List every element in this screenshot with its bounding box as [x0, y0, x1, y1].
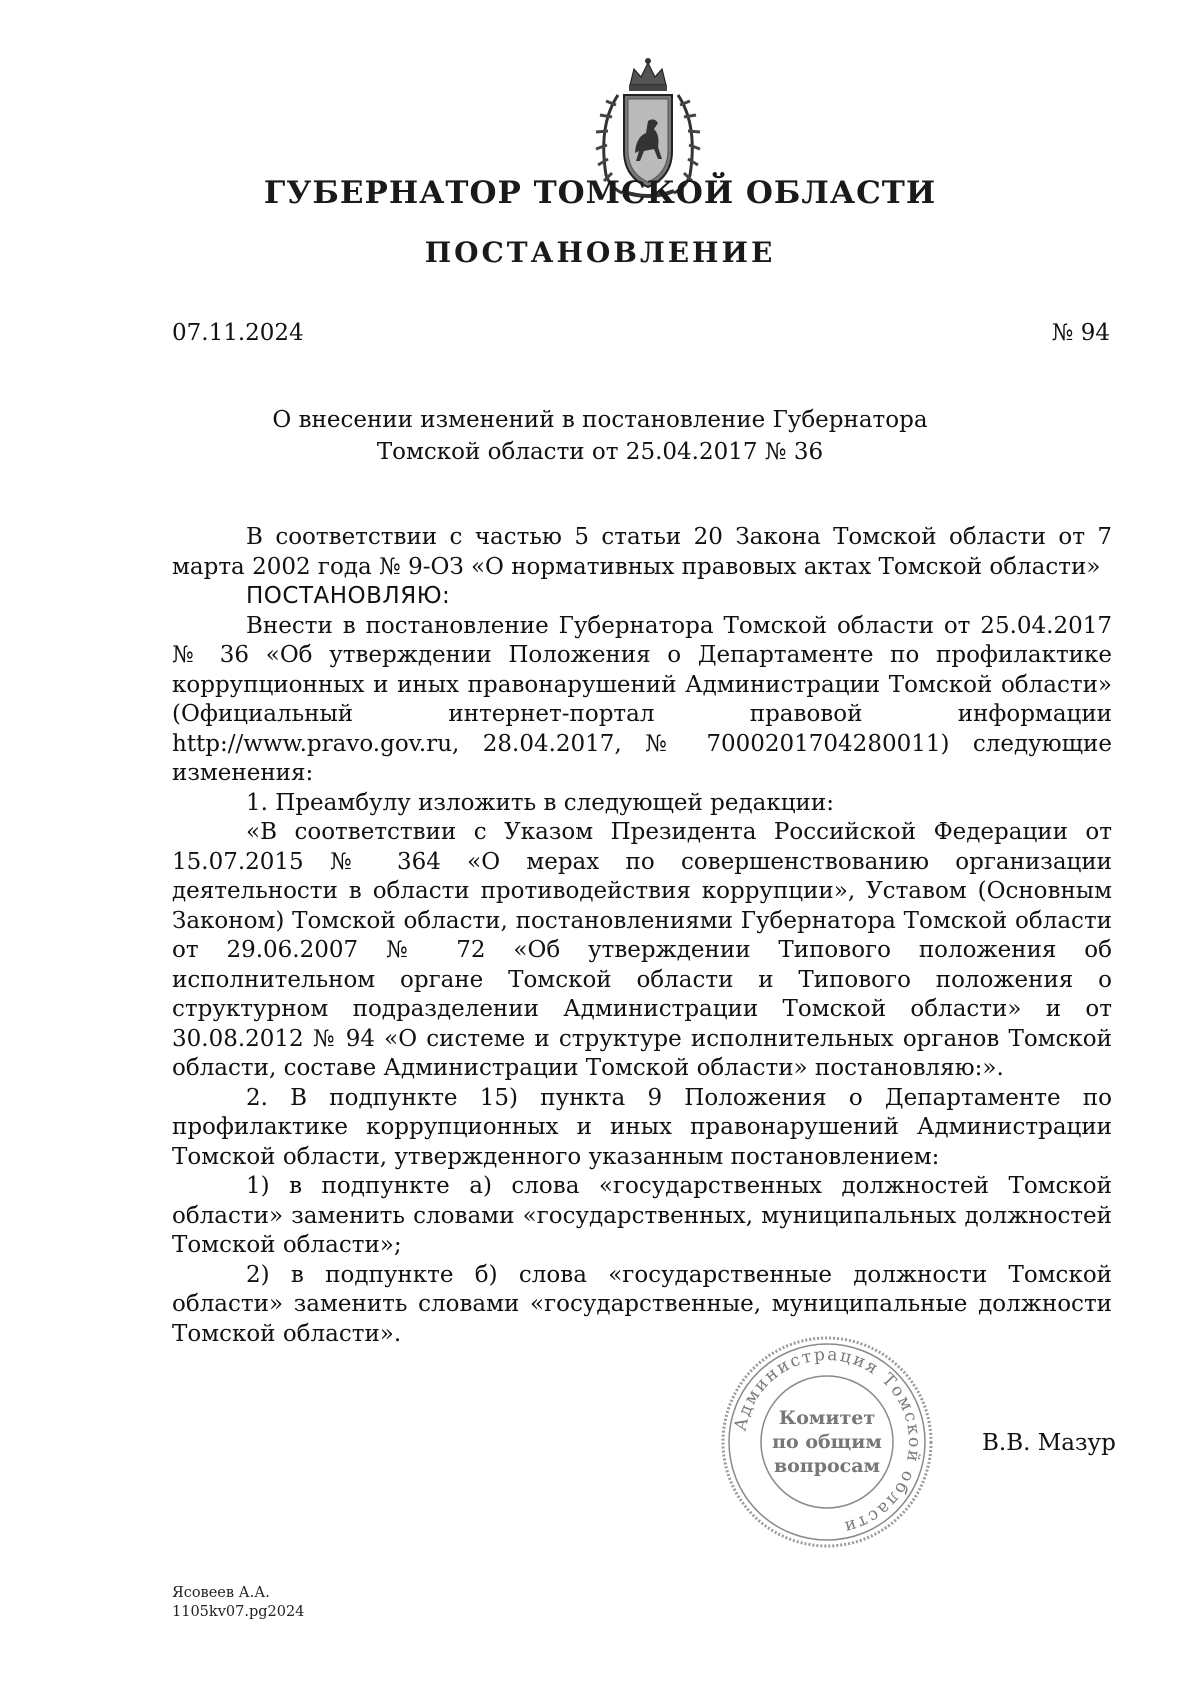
document-date: 07.11.2024 — [172, 320, 304, 346]
document-subject — [0, 404, 1200, 468]
issuer-title: ГУБЕРНАТОР ТОМСКОЙ ОБЛАСТИ — [263, 175, 937, 211]
resolution-keyword: ПОСТАНОВЛЯЮ: — [246, 583, 451, 609]
document-type: ПОСТАНОВЛЕНИЕ — [424, 236, 776, 269]
new-preamble-paragraph: «В соответствии с Указом Президента Российской Федерации от 15.07.2015 № 364 «О мерах по совершенствованию организации деятельности в области противодействия коррупции», Уставом (Основным Законом) Томской области, постановлениями Губернатора Томской области от 29.06.2007 № 72 «Об утверждении Типового положения об исполнительном органе Томской области и Типового положения о структурном подразделении Администрации Томской области» и от 30.08.2012 № 94 «О системе и структуре исполнительных органов Томской области, составе Администрации Томской области» постановляю:». — [172, 819, 1112, 1081]
amendment-intro-paragraph: Внести в постановление Губернатора Томской области от 25.04.2017 № 36 «Об утверждении Положения о Департаменте по профилактике коррупционных и иных правонарушений Администрации Томской области» — [172, 612, 1112, 698]
official-stamp — [717, 1332, 937, 1552]
executor-name: Ясовеев А.А. — [172, 1585, 270, 1601]
executor-footer — [172, 1584, 304, 1622]
document-body — [172, 523, 1112, 1349]
stamp-ring-text: Администрация Томской области — [730, 1344, 925, 1538]
subitem-1-paragraph: 1) в подпункте а) слова «государственных должностей Томской области» заменить словами «государственных, муниципальных должностей Томской области»; — [172, 1173, 1112, 1258]
stamp-line-2: по общим — [772, 1431, 882, 1453]
item-1-paragraph: 1. Преамбулу изложить в следующей редакции: — [246, 789, 834, 816]
stamp-line-1: Комитет — [778, 1407, 876, 1429]
item-2-paragraph: 2. В подпункте 15) пункта 9 Положения о Департаменте по профилактике коррупционных и иных правонарушений Администрации Томской области, утвержденного указанным постановлением: — [172, 1084, 1112, 1170]
document-number: № 94 — [1051, 320, 1110, 346]
subject-line-2: Томской области от 25.04.2017 № 36 — [376, 439, 824, 465]
signatory-name: В.В. Мазур — [982, 1430, 1116, 1456]
subject-line-1: О внесении изменений в постановление Губернатора — [272, 407, 928, 433]
file-code: 1105kv07.pg2024 — [172, 1604, 305, 1620]
amendment-source-paragraph: (Официальный интернет-портал правовой информации http://www.pravo.gov.ru, 28.04.2017, № 7000201704280011) следующие изменения: — [172, 701, 1112, 786]
subitem-2-paragraph: 2) в подпункте б) слова «государственные должности Томской области» заменить словами «государственные, муниципальные должности Томской области». — [172, 1261, 1112, 1347]
stamp-line-3: вопросам — [773, 1455, 881, 1477]
preamble-paragraph: В соответствии с частью 5 статьи 20 Закона Томской области от 7 марта 2002 года № 9-ОЗ «О нормативных правовых актах Томской области» — [172, 524, 1112, 580]
